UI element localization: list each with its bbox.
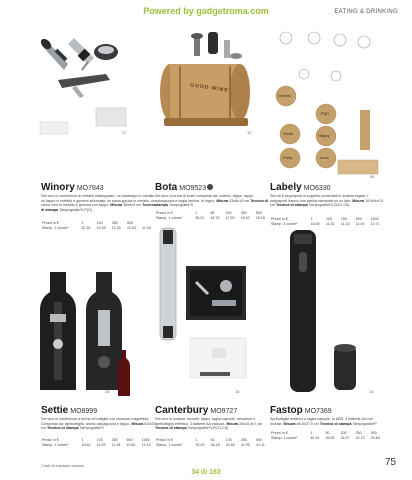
print-label: Tecnica di stampa: [155, 426, 187, 430]
winory-description: [41, 194, 156, 212]
price-header-cell: Prezzi in €: [156, 438, 173, 442]
print-value: Tampografia*S,D(C1,C6): [308, 203, 350, 207]
price-cell: 16.42: [240, 215, 250, 220]
price-cell: Stamp. 1 colore*: [271, 221, 298, 226]
price-header-cell: 250: [111, 438, 118, 442]
price-cell: Stamp. 1 colore*: [156, 215, 183, 220]
fastop-prices: [270, 431, 385, 440]
price-cell: Stamp. 1 colore*: [42, 225, 69, 230]
price-cell: 15.18: [255, 215, 265, 220]
price-cell: Stamp. 1 colore*: [271, 435, 298, 440]
size-label: Misura: [131, 421, 144, 426]
bota-photo: [150, 30, 262, 136]
winory-photo: [36, 30, 132, 136]
bota-description: [155, 194, 270, 208]
price-cell: 11.53: [96, 442, 106, 447]
price-header-cell: Prezzi in €: [42, 221, 59, 225]
price-header-cell: 100: [325, 217, 332, 221]
price-cell: 16.55: [310, 221, 320, 226]
size-value: 13x8x14 cm: [229, 198, 250, 203]
price-cell: Stamp. 1 colore*: [42, 442, 69, 447]
print-value: Tampografia*S,P(U): [59, 207, 92, 212]
bota-prices: [155, 211, 270, 220]
price-cell: 10.81: [126, 442, 136, 447]
price-header-cell: 100: [96, 221, 103, 225]
price-cell: Stamp. 1 colore*: [156, 442, 183, 447]
settie-title: [41, 405, 97, 416]
price-cell: 75.09: [195, 442, 205, 447]
price-cell: 14.09: [96, 225, 106, 230]
price-cell: 23.54: [370, 435, 380, 440]
product-name: Fastop: [270, 405, 303, 416]
description-text: Set vino a forma di botte composto da: coltello, tappo, tappo salvagoccia e taglia lamina. In legno.: [155, 194, 254, 203]
color-swatch-icon: [207, 184, 213, 190]
print-value: Tampografia*S,P(C1,C5): [187, 426, 229, 430]
price-header-cell: 250: [340, 217, 347, 221]
price-cell: 20.18: [81, 225, 91, 230]
product-name: Labely: [270, 182, 302, 193]
print-value: Tampografia*S: [79, 426, 104, 430]
product-name: Settie: [41, 405, 69, 416]
price-cell: 11.54: [142, 225, 151, 230]
section-title: EATING & DRINKING: [334, 9, 398, 15]
print-label: Tecnica di stampa: [275, 203, 308, 207]
price-header-cell: Prezzi in €: [271, 217, 288, 221]
tag-cheers: Cheers: [278, 93, 291, 98]
fastop-description: [270, 417, 385, 426]
product-code: MO7369: [304, 408, 332, 415]
settie-photo: [36, 258, 134, 398]
size-label: Misura: [216, 198, 229, 203]
print-label: Tecnica di stampa: [41, 203, 156, 212]
product-code: MO8999: [70, 408, 98, 415]
price-header-cell: Prezzi in €: [271, 431, 288, 435]
settie-prices: [41, 438, 156, 447]
size-value: 28x15,5x7 cm: [239, 421, 263, 426]
price-header-cell: 1: [195, 211, 198, 215]
fastop-image-number: 15: [369, 389, 374, 394]
size-label: Misura: [226, 421, 239, 426]
description-text: Apribottiglie elettrico e taglia capsule. In ABS. 4 batterie AA non incluse.: [270, 417, 374, 426]
winory-title: [41, 182, 104, 193]
description-text: Set vino in confezione a forma di bottiglia con chiusura magnetica. Composto da: apribottiglia, anello salvagoccia e tappo.: [41, 417, 150, 426]
price-cell: 29.53: [325, 435, 335, 440]
tag-party: Party: [283, 155, 293, 160]
tag-smile: Smile: [283, 131, 294, 136]
tag-love: Love: [320, 155, 329, 160]
product-name: Canterbury: [155, 405, 209, 416]
fastop-photo: [266, 222, 382, 398]
price-cell: 46.18: [210, 442, 220, 447]
price-header-cell: 500: [255, 211, 262, 215]
bota-image-number: 12: [247, 130, 252, 135]
price-cell: 10.71: [370, 221, 380, 226]
labely-title: [270, 182, 331, 193]
barrel-engraving: GOOD WINE: [189, 82, 229, 94]
description-text: Set da 6 segnaporti in sughero presentati in scatola regalo. I segnaporti hanno una parola stampata su un lato.: [270, 194, 369, 203]
product-name: Bota: [155, 182, 178, 193]
product-code: MO6330: [303, 185, 331, 192]
page-indicator: 34 di 163: [191, 469, 221, 476]
price-header-cell: 100: [225, 211, 232, 215]
price-cell: 17.59: [225, 215, 235, 220]
fastop-illustration: [266, 222, 382, 398]
settie-image-number: 28: [105, 389, 110, 394]
settie-illustration: [36, 258, 134, 398]
page-number: 75: [384, 457, 396, 468]
product-code: MO7843: [76, 185, 104, 192]
winory-prices: [41, 221, 156, 230]
product-code: MO9523: [179, 185, 207, 192]
price-header-cell: 1000: [141, 438, 150, 442]
price-header-cell: 50: [210, 211, 215, 215]
price-header-cell: 50: [210, 438, 215, 442]
price-header-cell: 1: [310, 217, 313, 221]
price-header-cell: 1: [81, 221, 84, 225]
price-header-cell: 500: [126, 221, 133, 225]
price-header-cell: 1000: [370, 217, 379, 221]
canterbury-prices: [155, 438, 270, 447]
canterbury-description: [155, 417, 270, 431]
canterbury-illustration: [150, 222, 250, 398]
price-header-cell: 100: [340, 431, 347, 435]
price-cell: 15.82: [81, 442, 91, 447]
description-text: Set vino in scatola. Include: tappo, taglia capsule, versatore e apribottiglia elettrico. 4 batterie AA escluse.: [155, 417, 256, 426]
size-label: Misura: [283, 421, 296, 426]
price-header-cell: 500: [126, 438, 133, 442]
canterbury-title: [155, 405, 237, 416]
labely-description: [270, 194, 385, 208]
print-label: Tecnica di stampa: [155, 198, 268, 207]
price-cell: 12.54: [126, 225, 136, 230]
product-code: MO9727: [210, 408, 238, 415]
canterbury-image-number: 18: [235, 389, 240, 394]
bota-illustration: [150, 30, 262, 136]
price-header-cell: 500: [355, 217, 362, 221]
product-name: Winory: [41, 182, 75, 193]
price-cell: 18.79: [210, 215, 220, 220]
canterbury-photo: [150, 222, 250, 398]
print-label: Tecnica di stampa: [46, 426, 79, 430]
price-header-cell: 1: [195, 438, 198, 442]
size-label: Misura: [352, 198, 365, 203]
price-header-cell: 100: [225, 438, 232, 442]
print-value: Tampografia*P: [352, 421, 377, 426]
price-cell: 11.00: [355, 221, 365, 226]
price-cell: 22.72: [355, 435, 365, 440]
size-label: Misura: [110, 203, 123, 207]
site-banner[interactable]: Powered by gadgetroma.com: [143, 6, 269, 16]
price-header-cell: Prezzi in €: [42, 438, 59, 442]
price-header-cell: 250: [355, 431, 362, 435]
price-cell: 11.08: [111, 442, 121, 447]
settie-description: [41, 417, 156, 431]
price-cell: 10.10: [141, 442, 151, 447]
fastop-title: [270, 405, 332, 416]
price-header-cell: Prezzi in €: [156, 211, 173, 215]
price-cell: 31.07: [340, 435, 350, 440]
labely-photo: [266, 30, 382, 178]
size-value: 18.5x9x2.5 cm: [270, 198, 384, 207]
tag-happy: Happy: [318, 133, 330, 138]
price-cell: 38.22: [195, 215, 205, 220]
price-header-cell: 100: [96, 438, 103, 442]
price-cell: 13.25: [111, 225, 121, 230]
price-cell: 41.90: [240, 442, 250, 447]
price-cell: 11.22: [340, 221, 350, 226]
size-value: ø5.5x27.5 cm: [296, 421, 319, 426]
bota-title: [155, 182, 213, 193]
winory-image-number: 17: [122, 130, 127, 135]
price-header-cell: 250: [240, 211, 247, 215]
print-label: Tecnica di stampa: [319, 421, 352, 426]
tag-fun: Fun: [321, 111, 329, 116]
price-header-cell: 50: [325, 431, 330, 435]
description-text: Set vino in confezione di metallo rettangolare: un cavatappi in metallo, un tappo in metallo e gomma siliconata, un salva goccia in metallo, un versa vino in metallo e gomma con tappo.: [41, 194, 156, 207]
size-value: 18x9x4 cm: [123, 203, 142, 207]
labely-image-number: 46: [370, 174, 375, 179]
price-cell: 40.19: [310, 435, 320, 440]
price-header-cell: 500: [256, 438, 263, 442]
footer-note: Costi di impianto esclusi: [41, 463, 84, 468]
price-header-cell: 1: [81, 438, 84, 442]
price-cell: 11.51: [325, 221, 335, 226]
price-header-cell: 250: [111, 221, 118, 225]
size-value: 8.5x23 cm: [41, 421, 156, 430]
print-value: Tampografia*S: [168, 203, 194, 207]
price-header-cell: 1: [310, 431, 313, 435]
price-cell: 43.69: [225, 442, 235, 447]
winory-illustration: [36, 30, 132, 136]
price-cell: 41.11: [256, 442, 265, 447]
price-header-cell: 250: [240, 438, 247, 442]
price-header-cell: 500: [370, 431, 377, 435]
